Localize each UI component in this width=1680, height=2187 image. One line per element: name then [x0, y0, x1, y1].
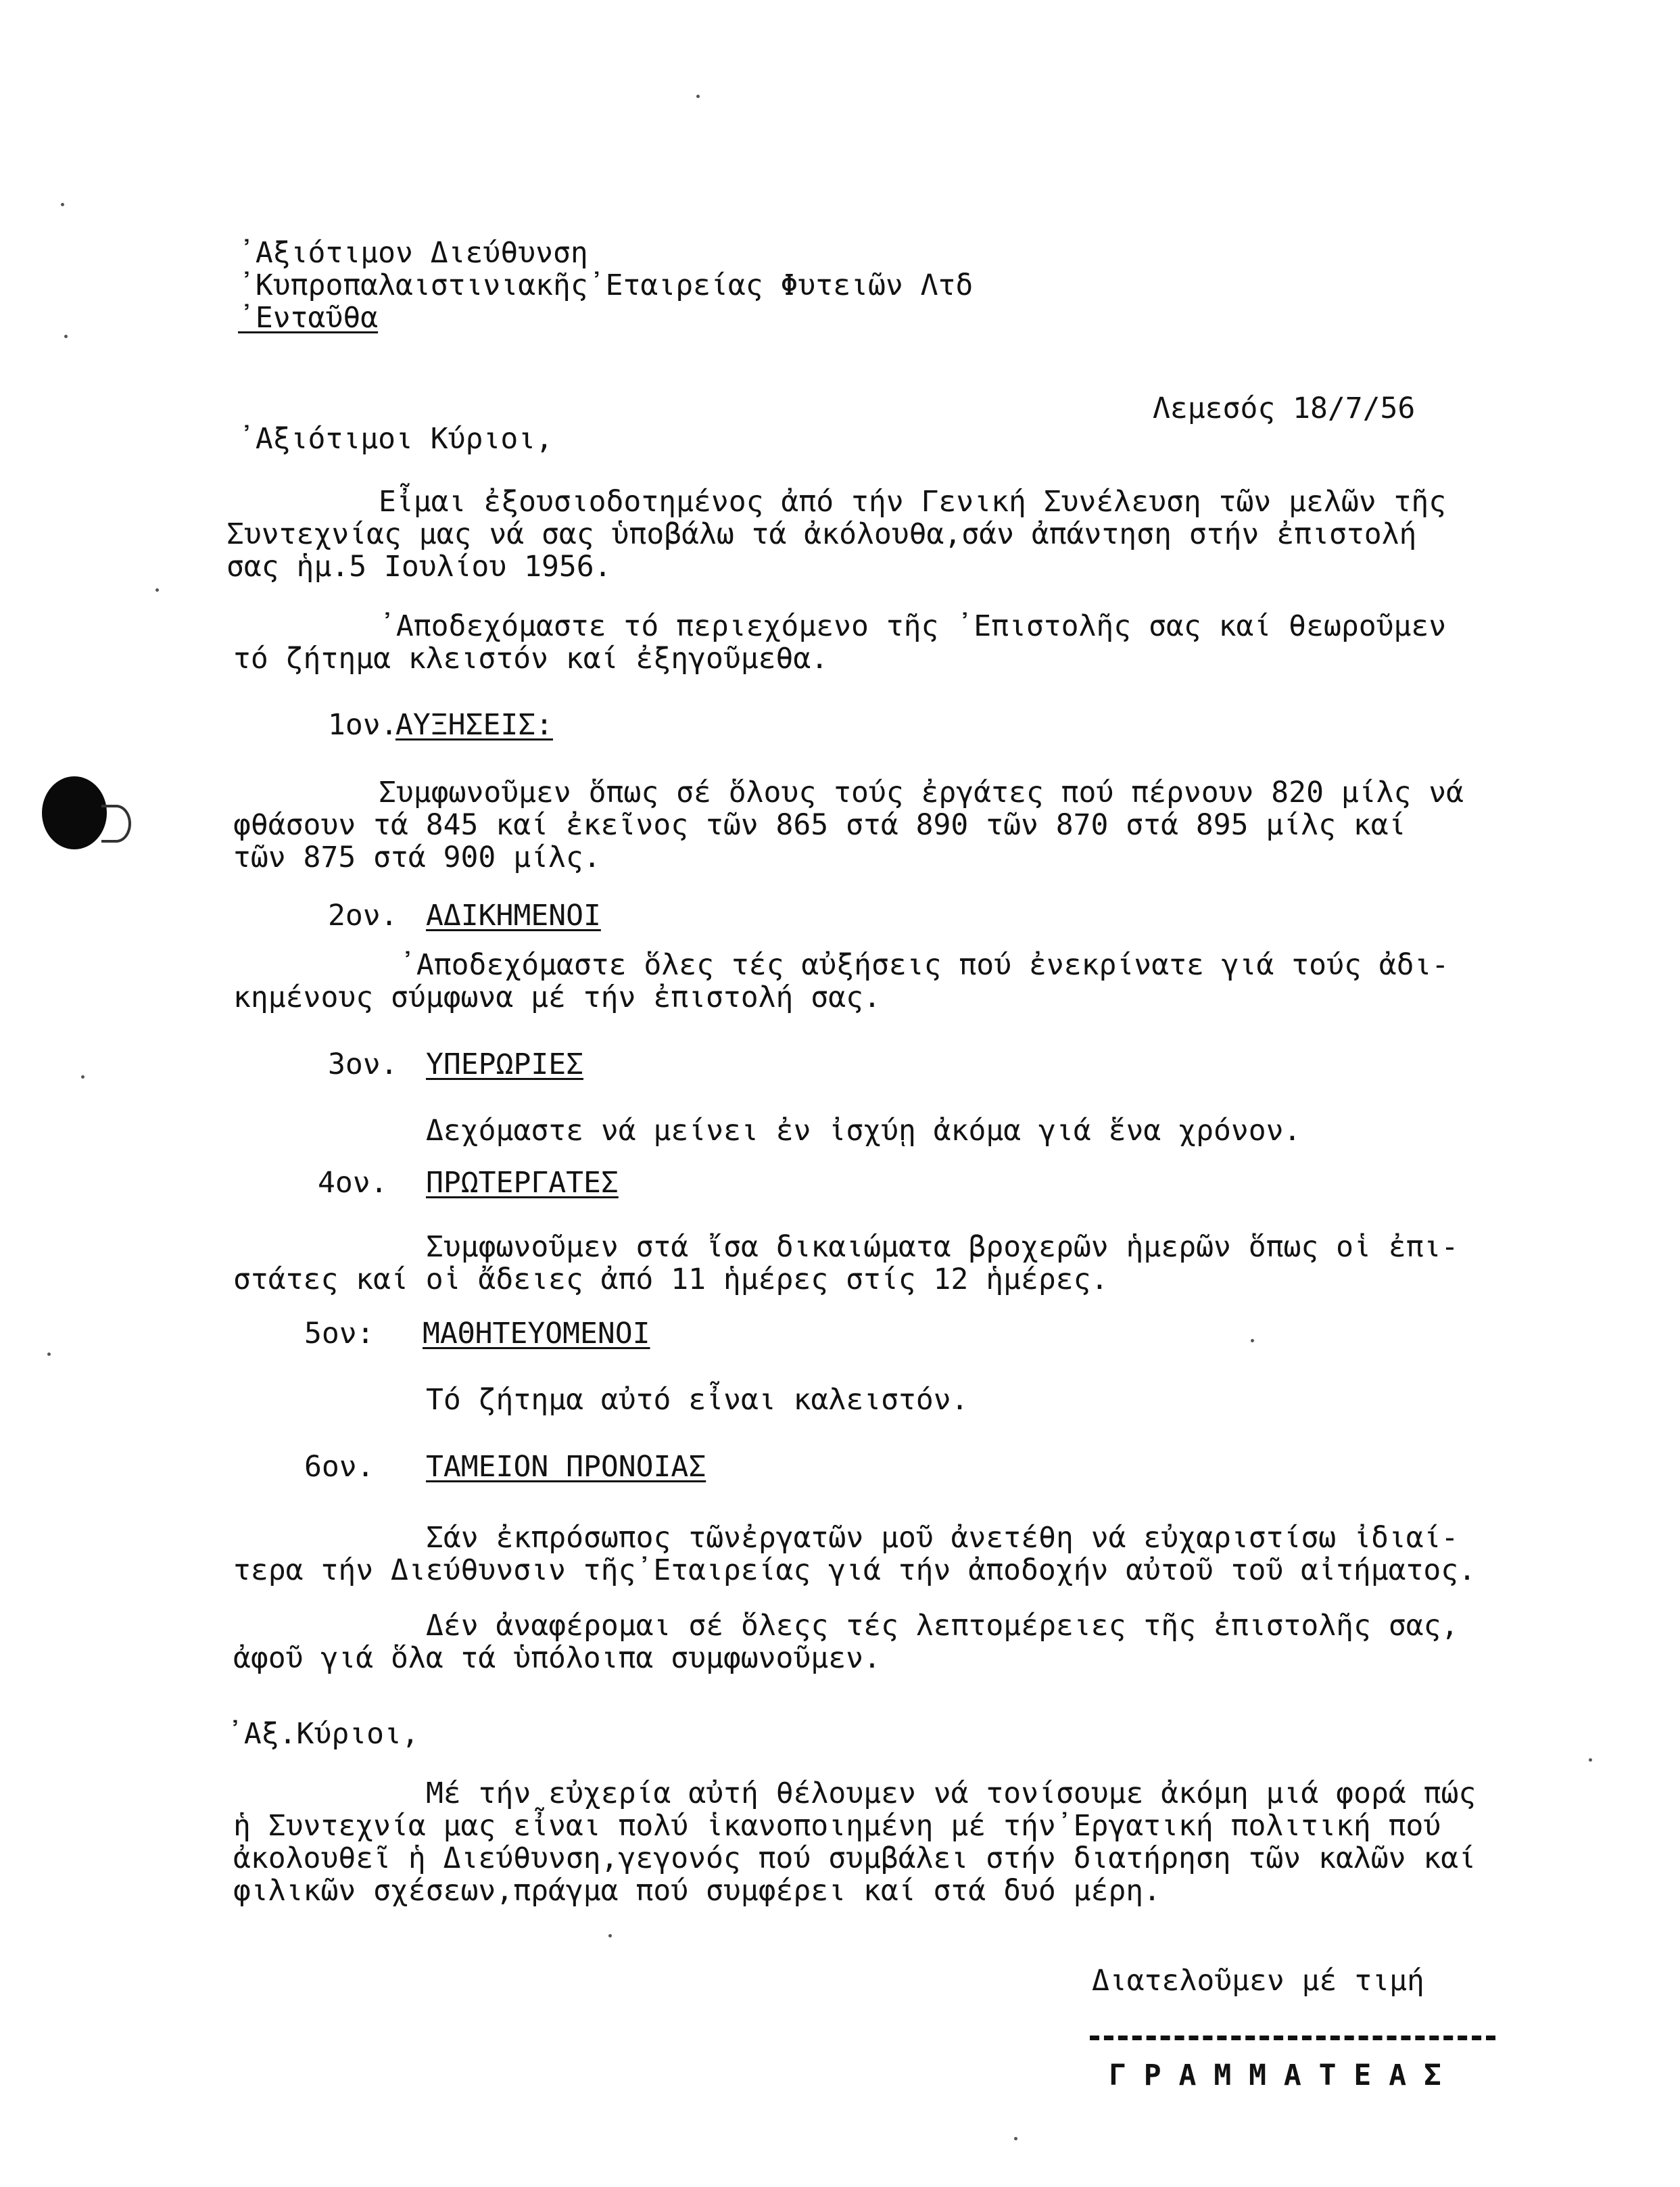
- item-3-heading: ΥΠΕΡΩΡΙΕΣ: [426, 1048, 583, 1081]
- item-3-number: 3ον.: [328, 1048, 398, 1081]
- item-5-number: 5ον:: [304, 1317, 375, 1350]
- item-5-body-line-1: Τό ζήτημα αὐτό εἶναι καλειστόν.: [426, 1383, 969, 1417]
- item-6-body-line-1: Σάν ἐκπρόσωπος τῶνἐργατῶν μοῦ ἀνετέθη νά εὐχαριστίσω ἰδιαί-: [426, 1521, 1459, 1555]
- item-4-heading: ΠΡΩΤΕΡΓΑΤΕΣ: [426, 1166, 619, 1200]
- item-6-body2-line-2: ἀφοῦ γιά ὅλα τά ὑπόλοιπα συμφωνοῦμεν.: [233, 1641, 881, 1675]
- scan-speck: [64, 335, 68, 338]
- salutation: ᾽Αξιότιμοι Κύριοι,: [238, 422, 553, 456]
- item-1-body-line-1: Συμφωνοῦμεν ὅπως σέ ὅλους τούς ἐργάτες πού πέρνουν 820 μίλς νά: [379, 776, 1464, 809]
- valediction: Διατελοῦμεν μέ τιμή: [1092, 1964, 1424, 1998]
- signature-line: [1090, 2036, 1495, 2040]
- intro-line-1: Εἶμαι ἐξουσιοδοτημένος ἀπό τήν Γενική Συνέλευση τῶν μελῶν τῆς: [379, 485, 1447, 519]
- item-1-body-line-3: τῶν 875 στά 900 μίλς.: [233, 841, 601, 874]
- scan-speck: [47, 1353, 51, 1356]
- intro-line-3: σας ἡμ.5 Ιουλίου 1956.: [226, 550, 612, 584]
- scan-speck: [61, 203, 64, 206]
- item-1-body-line-2: φθάσουν τά 845 καί ἐκεῖνος τῶν 865 στά 890 τῶν 870 στά 895 μίλς καί: [233, 808, 1406, 842]
- place-date: Λεμεσός 18/7/56: [1153, 392, 1416, 425]
- second-salutation: ᾽Αξ.Κύριοι,: [226, 1717, 419, 1751]
- scan-speck: [1014, 2137, 1017, 2140]
- punch-hole-mark: [42, 776, 107, 849]
- intro-line-2: Συντεχνίας μας νά σας ὑποβάλω τά ἀκόλουθα,σάν ἀπάντηση στήν ἐπιστολή: [226, 517, 1417, 551]
- item-4-body-line-2: στάτες καί οἱ ἄδειες ἀπό 11 ἡμέρες στίς 12 ἡμέρες.: [233, 1263, 1109, 1296]
- item-1-heading: ΑΥΞΗΣΕΙΣ:: [395, 708, 553, 742]
- item-3-body-line-1: Δεχόμαστε νά μείνει ἐν ἰσχύῃ ἀκόμα γιά ἕνα χρόνον.: [426, 1114, 1301, 1148]
- item-2-body-line-1: ᾽Αποδεχόμαστε ὅλες τές αὐξήσεις πού ἐνεκρίνατε γιά τούς ἀδι-: [399, 948, 1449, 982]
- item-4-number: 4ον.: [318, 1166, 388, 1200]
- scan-speck: [155, 588, 159, 592]
- address-line-3: ᾽Ενταῦθα: [238, 301, 379, 335]
- item-1-number: 1ον.: [328, 708, 398, 742]
- scan-speck: [1589, 1758, 1592, 1762]
- item-6-heading: ΤΑΜΕΙΟΝ ΠΡΟΝΟΙΑΣ: [426, 1450, 706, 1484]
- item-2-heading: ΑΔΙΚΗΜΕΝΟΙ: [426, 899, 601, 933]
- punch-hole-edge: [101, 805, 131, 843]
- closing-line-2: ἡ Συντεχνία μας εἶναι πολύ ἱκανοποιημένη μέ τήν᾽Εργατική πολιτική πού: [233, 1809, 1441, 1843]
- acceptance-line-1: ᾽Αποδεχόμαστε τό περιεχόμενο τῆς ᾽Επιστολῆς σας καί θεωροῦμεν: [379, 609, 1447, 643]
- item-2-number: 2ον.: [328, 899, 398, 933]
- address-line-1: ᾽Αξιότιμον Διεύθυνση: [238, 236, 588, 270]
- item-4-body-line-1: Συμφωνοῦμεν στά ἴσα δικαιώματα βροχερῶν ἡμερῶν ὅπως οἱ ἐπι-: [426, 1230, 1459, 1264]
- scan-speck: [1251, 1339, 1254, 1342]
- address-line-2: ᾽Κυπροπαλαιστινιακῆς᾽Εταιρείας Φυτειῶν Λτδ: [238, 268, 974, 302]
- item-5-heading: ΜΑΘΗΤΕΥΟΜΕΝΟΙ: [423, 1317, 650, 1350]
- closing-line-4: φιλικῶν σχέσεων,πράγμα πού συμφέρει καί στά δυό μέρη.: [233, 1874, 1161, 1908]
- acceptance-line-2: τό ζήτημα κλειστόν καί ἐξηγοῦμεθα.: [233, 642, 829, 676]
- signatory-title: Γ Ρ Α Μ Μ Α Τ Ε Α Σ: [1109, 2059, 1441, 2092]
- item-6-body-line-2: τερα τήν Διεύθυνσιν τῆς᾽Εταιρείας γιά τήν ἀποδοχήν αὐτοῦ τοῦ αἰτήματος.: [233, 1553, 1477, 1587]
- item-2-body-line-2: κημένους σύμφωνα μέ τήν ἐπιστολή σας.: [233, 981, 881, 1014]
- closing-line-1: Μέ τήν εὐχερία αὐτή θέλουμεν νά τονίσουμε ἀκόμη μιά φορά πώς: [426, 1777, 1477, 1810]
- scan-speck: [81, 1075, 85, 1079]
- closing-line-3: ἀκολουθεῖ ἡ Διεύθυνση,γεγονός πού συμβάλει στήν διατήρηση τῶν καλῶν καί: [233, 1841, 1477, 1875]
- scan-speck: [608, 1934, 612, 1937]
- scan-speck: [696, 95, 700, 98]
- item-6-number: 6ον.: [304, 1450, 375, 1484]
- item-6-body2-line-1: Δέν ἀναφέρομαι σέ ὅλεςς τές λεπτομέρειες τῆς ἐπιστολῆς σας,: [426, 1609, 1459, 1643]
